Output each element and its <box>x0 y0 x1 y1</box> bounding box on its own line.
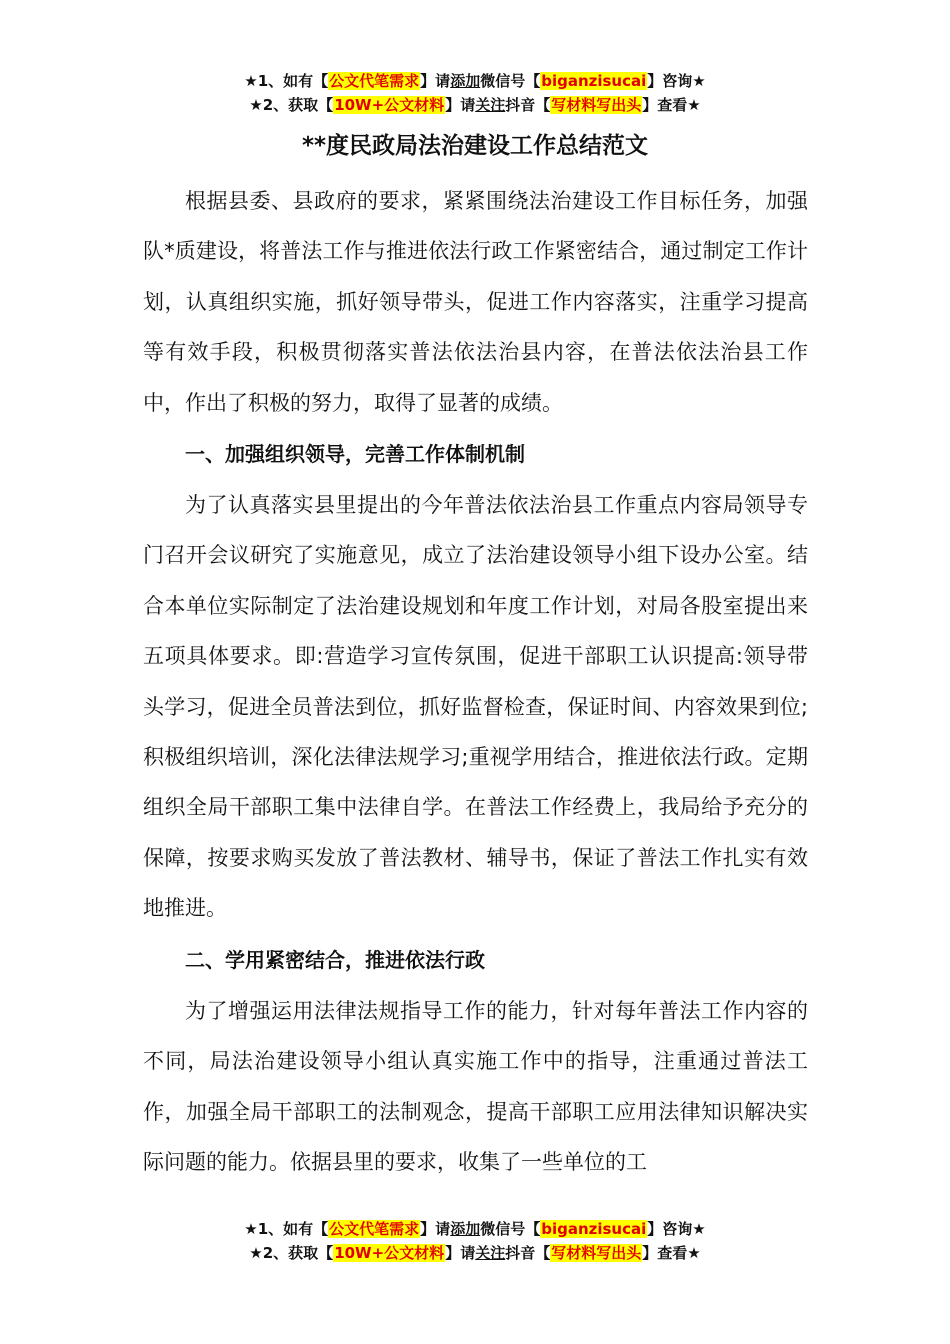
highlight-materials: 10W+公文材料 <box>334 96 445 114</box>
notice-text: 】查看★ <box>642 96 701 114</box>
notice-text: 微信号【 <box>480 1220 541 1238</box>
underlined-text: 关注 <box>475 96 506 114</box>
underlined-text: 关注 <box>475 1244 506 1262</box>
section-1-paragraph: 为了认真落实县里提出的今年普法依法治县工作重点内容局领导专门召开会议研究了实施意见，成立了法治建设领导小组下设办公室。结合本单位实际制定了法治建设规划和年度工作计划，对局各股室提出来五项具体要求。即:营造学习宣传氛围，促进干部职工认识提高:领导带头学习，促进全员普法到位，抓好监督检查，保证时间、内容效果到位;积极组织培训，深化法律法规学习;重视学用结合，推进依法行政。定期组织全局干部职工集中法律自学。在普法工作经费上，我局给予充分的保障，按要求购买发放了普法教材、辅导书，保证了普法工作扎实有效地推进。 <box>143 493 808 921</box>
notice-line-2 <box>0 1241 950 1265</box>
underlined-text: 添加 <box>450 72 481 90</box>
highlight-wechat-id: biganzisucai <box>541 72 647 90</box>
notice-text: 】请 <box>420 1220 451 1238</box>
notice-text: 】请 <box>420 72 451 90</box>
notice-text: 】请 <box>445 1244 476 1262</box>
highlight-douyin-account: 写材料写出头 <box>551 96 642 114</box>
notice-text: ★2、获取【 <box>249 1244 334 1262</box>
notice-text: ★2、获取【 <box>249 96 334 114</box>
notice-text: 】查看★ <box>642 1244 701 1262</box>
notice-text: 抖音【 <box>505 96 551 114</box>
notice-line-1 <box>0 1217 950 1241</box>
header-notice <box>0 69 950 117</box>
document-title: **度民政局法治建设工作总结范文 <box>301 133 649 159</box>
section-2-heading: 二、学用紧密结合，推进依法行政 <box>185 947 485 972</box>
underlined-text: 添加 <box>450 1220 481 1238</box>
highlight-wechat-id: biganzisucai <box>541 1220 647 1238</box>
notice-text: ★1、如有【 <box>244 72 329 90</box>
intro-paragraph: 根据县委、县政府的要求，紧紧围绕法治建设工作目标任务，加强队*质建设，将普法工作与推进依法行政工作紧密结合，通过制定工作计划，认真组织实施，抓好领导带头，促进工作内容落实，注重学习提高等有效手段，积极贯彻落实普法依法治县内容，在普法依法治县工作中，作出了积极的努力，取得了显著的成绩。 <box>143 189 808 415</box>
notice-text: 微信号【 <box>480 72 541 90</box>
footer-notice <box>0 1217 950 1265</box>
document-body <box>143 176 808 1187</box>
highlight-materials: 10W+公文材料 <box>334 1244 445 1262</box>
section-1-heading: 一、加强组织领导，完善工作体制机制 <box>185 442 525 467</box>
notice-text: ★1、如有【 <box>244 1220 329 1238</box>
notice-text: 】请 <box>445 96 476 114</box>
notice-text: 】咨询★ <box>647 72 706 90</box>
notice-text: 】咨询★ <box>647 1220 706 1238</box>
highlight-ghostwriting: 公文代笔需求 <box>329 72 420 90</box>
highlight-ghostwriting: 公文代笔需求 <box>329 1220 420 1238</box>
notice-line-1 <box>0 69 950 93</box>
notice-text: 抖音【 <box>505 1244 551 1262</box>
highlight-douyin-account: 写材料写出头 <box>551 1244 642 1262</box>
notice-line-2 <box>0 93 950 117</box>
section-2-paragraph: 为了增强运用法律法规指导工作的能力，针对每年普法工作内容的不同，局法治建设领导小组认真实施工作中的指导，注重通过普法工作，加强全局干部职工的法制观念，提高干部职工应用法律知识解决实际问题的能力。依据县里的要求，收集了一些单位的工 <box>143 998 808 1174</box>
